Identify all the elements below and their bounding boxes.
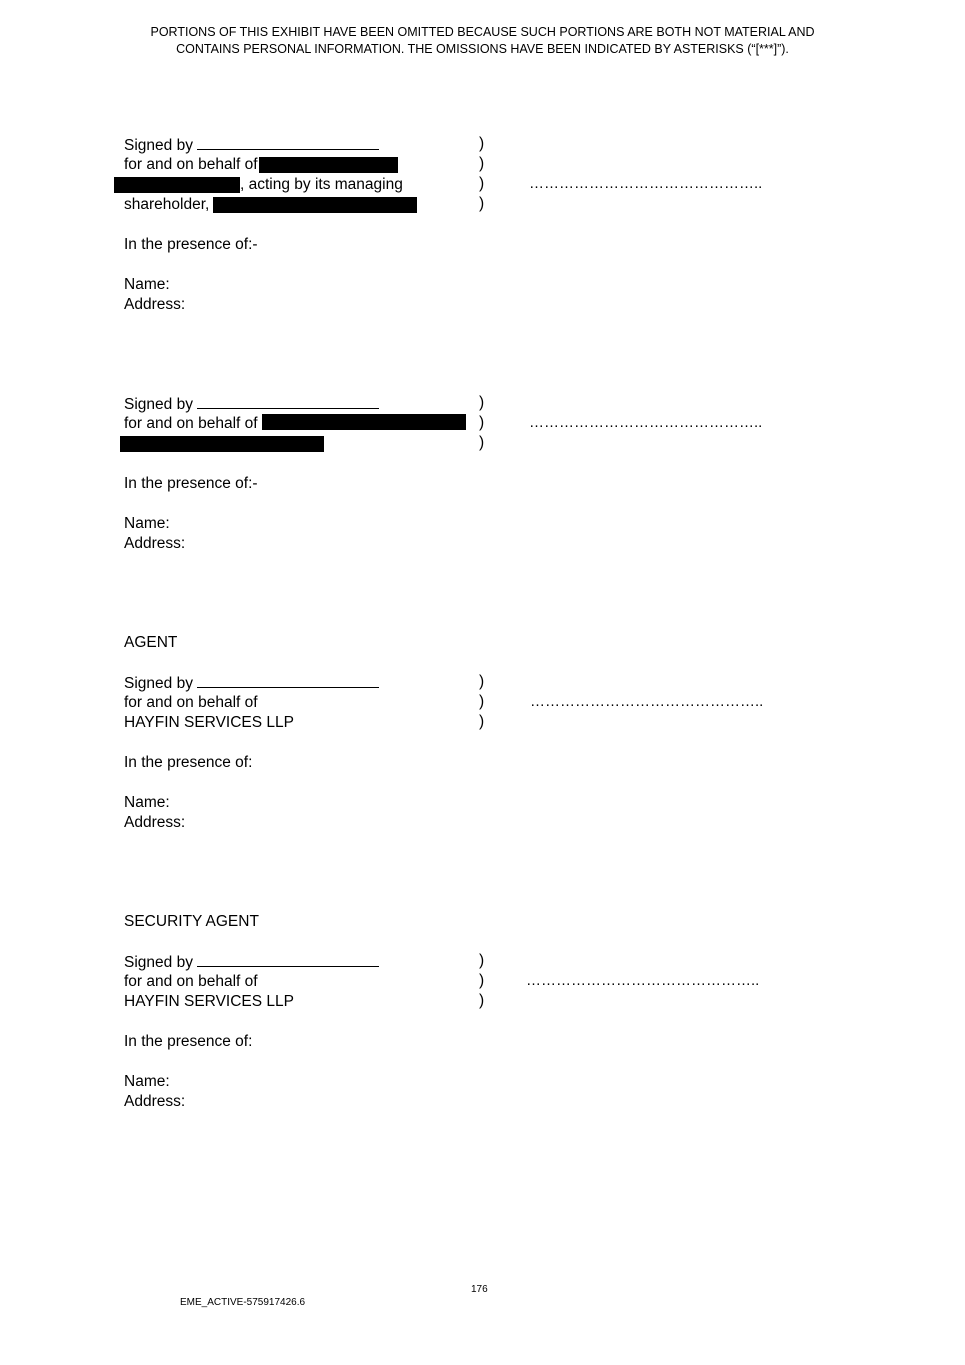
- bracket: ): [479, 713, 485, 730]
- behalf-label: for and on behalf of: [124, 973, 258, 990]
- signature-underline: [197, 135, 379, 150]
- entity-name: HAYFIN SERVICES LLP: [124, 993, 294, 1010]
- signature-dots: ………………………………………..: [529, 175, 763, 192]
- signed-by-label: Signed by: [124, 954, 193, 971]
- bracket: ): [479, 952, 485, 969]
- name-label: Name:: [124, 794, 170, 811]
- signed-by-line: [124, 952, 379, 973]
- name-label: Name:: [124, 1073, 170, 1090]
- signed-by-line: [124, 394, 379, 415]
- name-label: Name:: [124, 276, 170, 293]
- signed-by-label: Signed by: [124, 137, 193, 154]
- bracket: ): [479, 155, 485, 172]
- bracket: ): [479, 673, 485, 690]
- presence-label: In the presence of:-: [124, 475, 258, 492]
- bracket: ): [479, 972, 485, 989]
- bracket: ): [479, 992, 485, 1009]
- omission-notice-line1: PORTIONS OF THIS EXHIBIT HAVE BEEN OMITTED BECAUSE SUCH PORTIONS ARE BOTH NOT MATERIAL AND: [150, 25, 815, 39]
- behalf-label: for and on behalf of: [124, 415, 258, 432]
- page-number: 176: [471, 1284, 488, 1295]
- omission-notice-line2: CONTAINS PERSONAL INFORMATION. THE OMISSIONS HAVE BEEN INDICATED BY ASTERISKS (“[***]”).: [176, 42, 789, 56]
- section-heading: AGENT: [124, 634, 178, 651]
- signed-by-label: Signed by: [124, 675, 193, 692]
- section-heading: SECURITY AGENT: [124, 913, 259, 930]
- address-label: Address:: [124, 535, 186, 552]
- signature-dots: ………………………………………..: [530, 693, 764, 710]
- redaction-box: [213, 197, 417, 213]
- omission-notice: [0, 24, 965, 58]
- bracket: ): [479, 693, 485, 710]
- signature-underline: [197, 394, 379, 409]
- redaction-box: [120, 436, 324, 452]
- redaction-box: [259, 157, 398, 173]
- signature-dots: ………………………………………..: [526, 972, 760, 989]
- bracket: ): [479, 195, 485, 212]
- signed-by-line: [124, 673, 379, 694]
- address-label: Address:: [124, 1093, 186, 1110]
- entity-name: HAYFIN SERVICES LLP: [124, 714, 294, 731]
- presence-label: In the presence of:: [124, 1033, 253, 1050]
- signed-by-label: Signed by: [124, 396, 193, 413]
- bracket: ): [479, 394, 485, 411]
- presence-label: In the presence of:-: [124, 236, 258, 253]
- bracket: ): [479, 434, 485, 451]
- signed-by-line: [124, 135, 379, 156]
- bracket: ): [479, 414, 485, 431]
- redaction-box: [114, 177, 240, 193]
- address-label: Address:: [124, 814, 186, 831]
- shareholder-label: shareholder,: [124, 196, 210, 213]
- signature-dots: ………………………………………..: [529, 414, 763, 431]
- address-label: Address:: [124, 296, 186, 313]
- acting-label: , acting by its managing: [240, 176, 403, 193]
- signature-underline: [197, 673, 379, 688]
- bracket: ): [479, 175, 485, 192]
- signature-underline: [197, 952, 379, 967]
- document-id: EME_ACTIVE-575917426.6: [180, 1297, 306, 1308]
- name-label: Name:: [124, 515, 170, 532]
- presence-label: In the presence of:: [124, 754, 253, 771]
- behalf-label: for and on behalf of: [124, 694, 258, 711]
- bracket: ): [479, 135, 485, 152]
- behalf-label: for and on behalf of: [124, 156, 258, 173]
- redaction-box: [262, 414, 466, 430]
